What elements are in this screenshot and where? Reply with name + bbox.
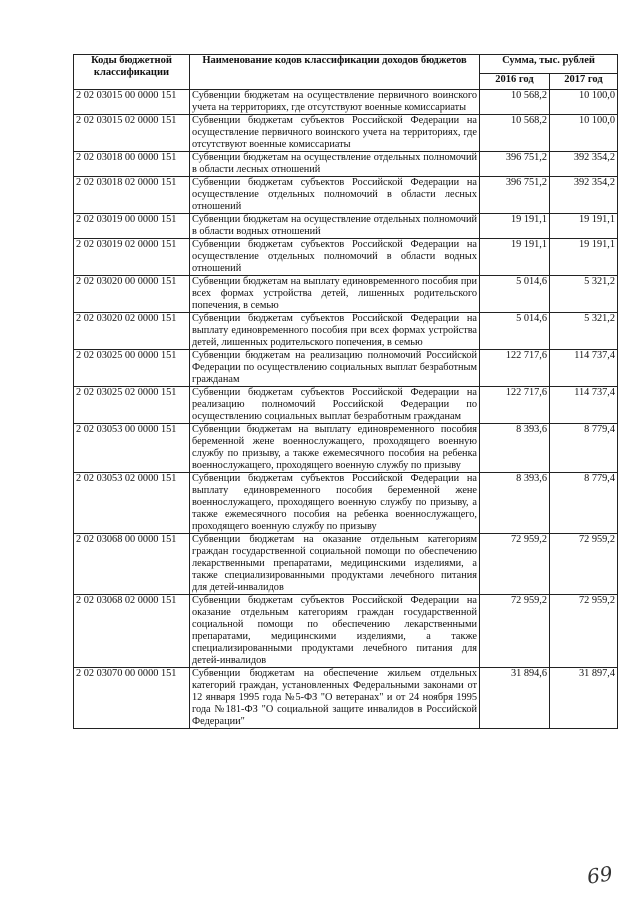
table-row [74,90,618,115]
revenue-name: Субвенции бюджетам на осуществление отдельных полномочий в области лесных отношений [190,152,480,177]
header-year-2016: 2016 год [480,73,550,89]
header-name: Наименование кодов классификации доходов бюджетов [190,55,480,90]
table-row [74,473,618,534]
budget-code: 2 02 03053 02 0000 151 [74,473,190,534]
table-row [74,115,618,152]
amount-2017: 8 779,4 [550,424,618,473]
budget-code: 2 02 03020 02 0000 151 [74,313,190,350]
amount-2017: 5 321,2 [550,276,618,313]
amount-2016: 72 959,2 [480,595,550,668]
amount-2016: 10 568,2 [480,115,550,152]
table-row [74,177,618,214]
budget-code: 2 02 03018 00 0000 151 [74,152,190,177]
revenue-name: Субвенции бюджетам субъектов Российской Федерации на осуществление первичного воинского учета на территориях, где отсутствуют военные комиссариаты [190,115,480,152]
amount-2017: 72 959,2 [550,595,618,668]
budget-code: 2 02 03020 00 0000 151 [74,276,190,313]
budget-revenue-table [73,54,618,729]
table-row [74,276,618,313]
table-row [74,214,618,239]
page-number: 69 [585,861,614,889]
header-sum: Сумма, тыс. рублей [480,55,618,74]
table-row [74,350,618,387]
revenue-name: Субвенции бюджетам субъектов Российской Федерации на оказание отдельным категориям граждан государственной социальной помощи по обеспечению лекарственными препаратами, медицинскими изделиями, а также специализированными продуктами лечебного питания для детей-инвалидов [190,595,480,668]
budget-code: 2 02 03019 02 0000 151 [74,239,190,276]
amount-2016: 72 959,2 [480,534,550,595]
amount-2016: 10 568,2 [480,90,550,115]
amount-2017: 19 191,1 [550,239,618,276]
table-row [74,534,618,595]
amount-2016: 122 717,6 [480,350,550,387]
amount-2016: 5 014,6 [480,313,550,350]
revenue-name: Субвенции бюджетам субъектов Российской Федерации на выплату единовременного пособия беременной жене военнослужащего, проходящего военную службу по призыву, а также ежемесячного пособия на ребенка военнослужащего, проходящего военную службу по призыву [190,473,480,534]
amount-2017: 31 897,4 [550,668,618,729]
amount-2017: 19 191,1 [550,214,618,239]
amount-2017: 8 779,4 [550,473,618,534]
amount-2016: 5 014,6 [480,276,550,313]
header-codes: Коды бюджетной классификации [74,55,190,90]
revenue-name: Субвенции бюджетам субъектов Российской Федерации на осуществление отдельных полномочий в области лесных отношений [190,177,480,214]
revenue-name: Субвенции бюджетам субъектов Российской Федерации на реализацию полномочий Российской Федерации по осуществлению социальных выплат безработным гражданам [190,387,480,424]
budget-code: 2 02 03068 02 0000 151 [74,595,190,668]
header-year-2017: 2017 год [550,73,618,89]
revenue-name: Субвенции бюджетам на обеспечение жильем отдельных категорий граждан, установленных Федеральными законами от 12 января 1995 года №5-ФЗ "О ветеранах" и от 24 ноября 1995 года №181-ФЗ "О социальной защите инвалидов в Российской Федерации" [190,668,480,729]
revenue-name: Субвенции бюджетам на реализацию полномочий Российской Федерации по осуществлению социальных выплат безработным гражданам [190,350,480,387]
amount-2016: 31 894,6 [480,668,550,729]
revenue-name: Субвенции бюджетам на выплату единовременного пособия при всех формах устройства детей, лишенных родительского попечения, в семью [190,276,480,313]
amount-2016: 396 751,2 [480,152,550,177]
amount-2017: 392 354,2 [550,152,618,177]
revenue-name: Субвенции бюджетам на осуществление отдельных полномочий в области водных отношений [190,214,480,239]
amount-2017: 10 100,0 [550,90,618,115]
table-header-row [74,55,618,74]
table-row [74,387,618,424]
amount-2017: 5 321,2 [550,313,618,350]
budget-code: 2 02 03025 02 0000 151 [74,387,190,424]
budget-code: 2 02 03068 00 0000 151 [74,534,190,595]
amount-2017: 114 737,4 [550,387,618,424]
budget-code: 2 02 03015 00 0000 151 [74,90,190,115]
amount-2017: 392 354,2 [550,177,618,214]
amount-2016: 122 717,6 [480,387,550,424]
budget-code: 2 02 03015 02 0000 151 [74,115,190,152]
amount-2016: 8 393,6 [480,473,550,534]
amount-2016: 8 393,6 [480,424,550,473]
budget-code: 2 02 03070 00 0000 151 [74,668,190,729]
budget-code: 2 02 03053 00 0000 151 [74,424,190,473]
revenue-name: Субвенции бюджетам на оказание отдельным категориям граждан государственной социальной помощи по обеспечению лекарственными препаратами, медицинскими изделиями, а также специализированными продуктами лечебного питания для детей-инвалидов [190,534,480,595]
budget-code: 2 02 03025 00 0000 151 [74,350,190,387]
revenue-name: Субвенции бюджетам субъектов Российской Федерации на осуществление отдельных полномочий в области водных отношений [190,239,480,276]
amount-2017: 72 959,2 [550,534,618,595]
table-body [74,90,618,729]
budget-code: 2 02 03019 00 0000 151 [74,214,190,239]
table-row [74,424,618,473]
table-row [74,152,618,177]
amount-2016: 396 751,2 [480,177,550,214]
revenue-name: Субвенции бюджетам на выплату единовременного пособия беременной жене военнослужащего, проходящего военную службу по призыву, а также ежемесячного пособия на ребенка военнослужащего, проходящего военную службу по призыву [190,424,480,473]
table-row [74,595,618,668]
table-row [74,239,618,276]
budget-code: 2 02 03018 02 0000 151 [74,177,190,214]
amount-2016: 19 191,1 [480,239,550,276]
table-row [74,668,618,729]
table-row [74,313,618,350]
revenue-name: Субвенции бюджетам на осуществление первичного воинского учета на территориях, где отсутствуют военные комиссариаты [190,90,480,115]
amount-2017: 114 737,4 [550,350,618,387]
amount-2017: 10 100,0 [550,115,618,152]
amount-2016: 19 191,1 [480,214,550,239]
revenue-name: Субвенции бюджетам субъектов Российской Федерации на выплату единовременного пособия при всех формах устройства детей, лишенных родительского попечения, в семью [190,313,480,350]
